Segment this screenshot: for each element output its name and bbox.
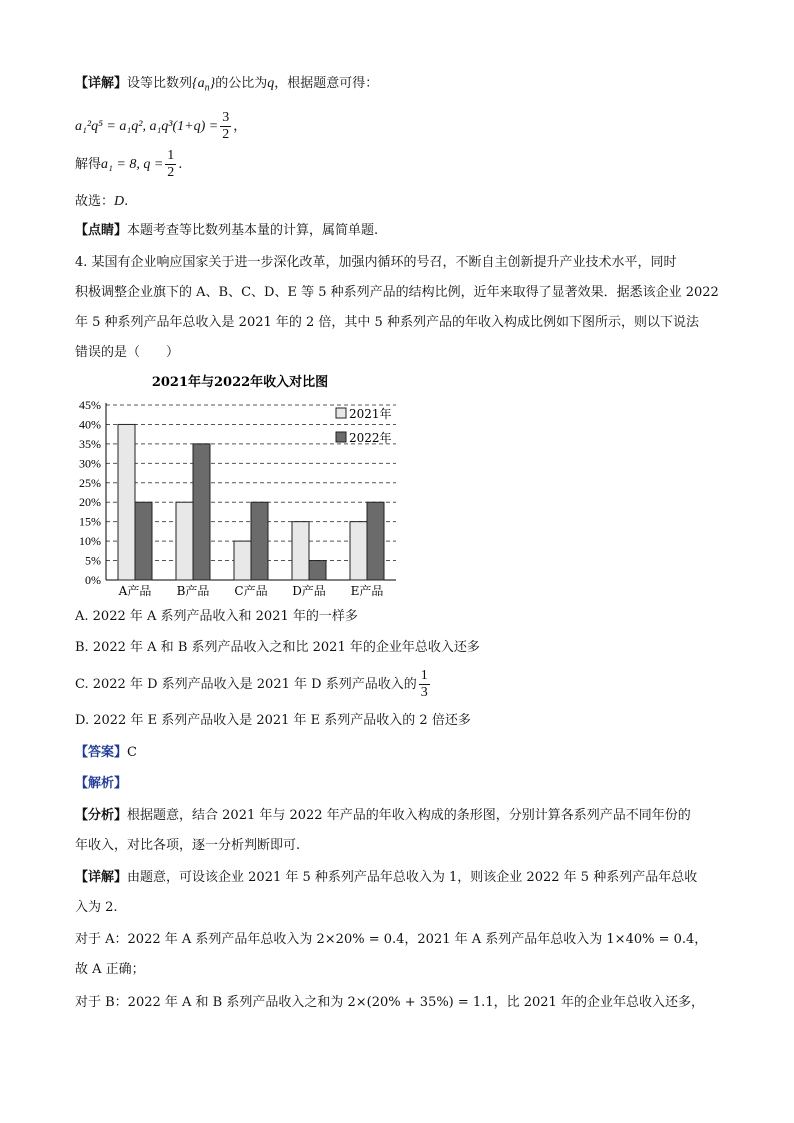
y-tick-label: 40%	[79, 417, 101, 432]
sequence-subscript: n	[204, 82, 210, 94]
for-b-line: 对于 B：2022 年 A 和 B 系列产品收入之和为 2×(20% + 35%) = 1.1，比 2021 年的企业年总收入还多，	[75, 995, 704, 1010]
analysis-sub-tag: 【分析】	[75, 808, 128, 823]
q4-stem-line: 积极调整企业旗下的 A、B、C、D、E 等 5 种系列产品的结构比例，近年来取得了显著效果．据悉该企业 2022	[75, 285, 719, 300]
fraction-denominator: 2	[167, 165, 175, 180]
y-tick-label: 0%	[85, 573, 101, 587]
x-tick-label: A产品	[118, 584, 152, 598]
detail-text: 的公比为	[215, 76, 268, 91]
equation-left: a₁²q⁵ = a₁q², a₁q³(1+q) =	[75, 119, 219, 134]
bar	[176, 502, 193, 580]
option-a: A. 2022 年 A 系列产品收入和 2021 年的一样多	[75, 609, 358, 624]
equation-end: ，	[233, 119, 247, 134]
sequence-close: }	[209, 76, 216, 91]
option-b: B. 2022 年 A 和 B 系列产品收入之和比 2021 年的企业年总收入还多	[75, 640, 480, 655]
y-tick-label: 30%	[79, 456, 101, 471]
detail-text: 设等比数列	[127, 76, 193, 91]
analysis-text: 根据题意，结合 2021 年与 2022 年产品的年收入构成的条形图，分别计算各系列产品不同年份的	[127, 808, 691, 823]
x-tick-label: B产品	[176, 584, 210, 598]
chart-title: 2021年与2022年收入对比图	[151, 375, 329, 390]
detail-tag: 【详解】	[75, 870, 128, 885]
legend-label: 2022年	[349, 431, 392, 445]
choose-label: 故选：	[75, 194, 115, 209]
option-c-text: C. 2022 年 D 系列产品收入是 2021 年 D 系列产品收入的	[75, 677, 417, 692]
y-tick-label: 15%	[79, 514, 101, 529]
for-a-line: 对于 A：2022 年 A 系列产品年总收入为 2×20% = 0.4，2021 年 A 系列产品年总收入为 1×40% = 0.4，	[75, 932, 708, 947]
comment-text: 本题考查等比数列基本量的计算，属简单题.	[127, 223, 379, 238]
comment-tag: 【点睛】	[75, 223, 128, 238]
detail-text: 由题意，可设该企业 2021 年 5 种系列产品年总收入为 1，则该企业 2022 年 5 种系列产品年总收	[127, 870, 698, 885]
x-tick-label: C产品	[234, 584, 268, 598]
y-tick-label: 20%	[79, 495, 101, 510]
solve-equation: a₁ = 8, q =	[101, 157, 164, 172]
y-tick-label: 25%	[79, 475, 101, 490]
bar	[234, 541, 251, 580]
y-tick-label: 45%	[79, 398, 101, 412]
option-c	[75, 667, 432, 703]
q4-stem-line: 年 5 种系列产品年总收入是 2021 年的 2 倍，其中 5 种系列产品的年收入构成比例如下图所示，则以下说法	[75, 315, 699, 330]
fraction	[220, 110, 231, 143]
bar	[118, 424, 135, 580]
bar	[367, 502, 384, 580]
y-tick-label: 35%	[79, 436, 101, 451]
q3-equation	[75, 110, 246, 143]
choose-value: D	[114, 194, 125, 209]
bar	[135, 502, 152, 580]
bar-chart	[70, 370, 410, 600]
q3-solution	[75, 148, 182, 181]
choose-end: .	[124, 194, 129, 209]
detail-tag: 【详解】	[75, 76, 128, 91]
analysis-line	[75, 806, 691, 826]
for-a-conclusion: 故 A 正确；	[75, 962, 145, 977]
x-tick-label: E产品	[350, 584, 384, 598]
option-d: D. 2022 年 E 系列产品收入是 2021 年 E 系列产品收入的 2 倍还多	[75, 713, 471, 728]
y-tick-label: 5%	[85, 553, 101, 568]
answer-tag: 【答案】	[75, 745, 128, 760]
bar	[292, 522, 309, 580]
y-tick-label: 10%	[79, 534, 101, 549]
detail-text: ，根据题意可得：	[274, 76, 379, 91]
analysis-line: 年收入，对比各项，逐一分析判断即可.	[75, 838, 301, 853]
ratio-symbol: q	[267, 76, 275, 91]
answer-line	[75, 743, 137, 763]
x-tick-label: D产品	[292, 584, 326, 598]
detail-line: 入为 2.	[75, 900, 118, 915]
q4-stem-line: 错误的是（ ）	[75, 345, 180, 360]
bar	[193, 444, 210, 580]
bar	[350, 522, 367, 580]
answer-value: C	[127, 745, 137, 760]
legend-swatch	[336, 432, 346, 442]
fraction-denominator: 3	[420, 685, 428, 700]
analysis-tag: 【解析】	[75, 776, 128, 791]
q3-detail-line	[75, 74, 378, 99]
fraction-numerator: 1	[167, 148, 175, 163]
solve-end: .	[178, 157, 183, 172]
bar	[251, 502, 268, 580]
analysis-tag-line	[75, 774, 127, 794]
fraction	[165, 148, 176, 181]
legend-swatch	[336, 408, 346, 418]
detail-line	[75, 868, 697, 888]
fraction-numerator: 3	[222, 110, 230, 125]
bar	[309, 561, 326, 580]
q3-comment	[75, 221, 378, 241]
fraction-denominator: 2	[222, 127, 230, 142]
fraction-numerator: 1	[420, 668, 428, 683]
legend-label: 2021年	[349, 407, 392, 421]
solve-prefix: 解得	[75, 157, 102, 172]
q4-stem-line: 4. 某国有企业响应国家关于进一步深化改革，加强内循环的号召，不断自主创新提升产业技术水平，同时	[75, 255, 677, 270]
fraction	[419, 668, 430, 701]
q3-choose	[75, 192, 128, 212]
sequence-symbol: {a	[192, 76, 205, 91]
